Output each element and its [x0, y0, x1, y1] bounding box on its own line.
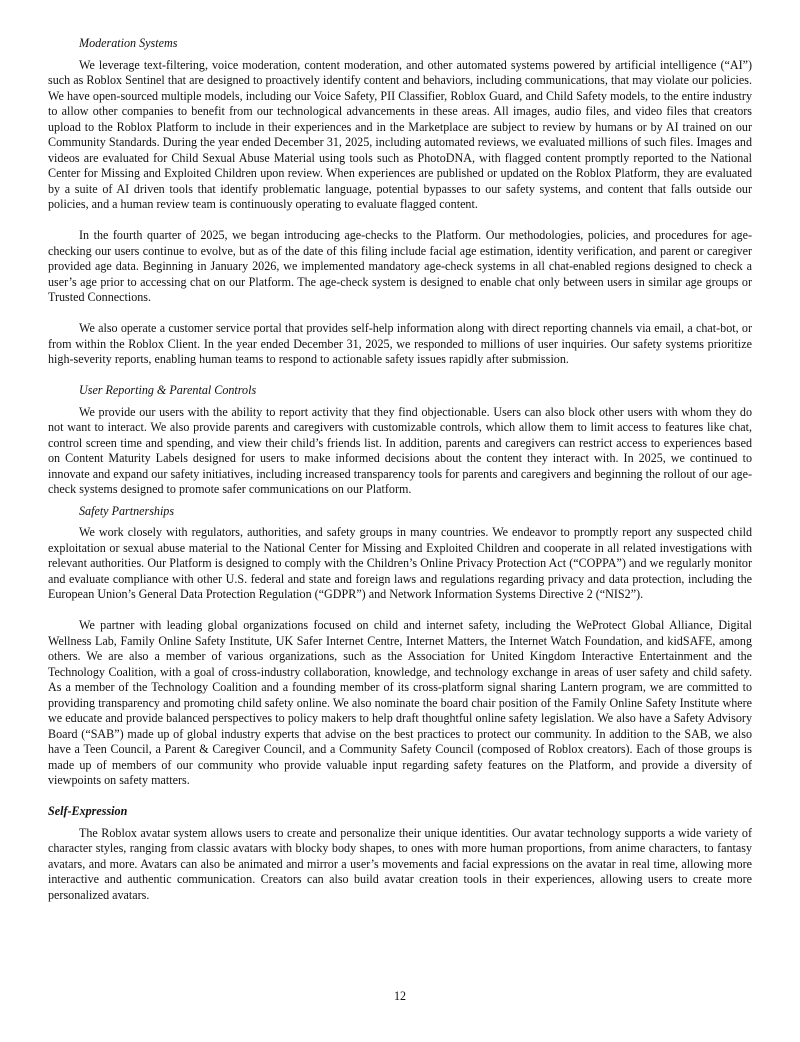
safety-partnerships-paragraph-1: We work closely with regulators, authorities, and safety groups in many countries. We endeavor to promptly report any suspected child exploitation or sexual abuse material to the National Center for Missing and Exploited Children and cooperate in all related investigations with relevant authorities. Our Platform is designed to comply with the Children’s Online Privacy Protection Act (“COPPA”) and we regularly monitor and evaluate compliance with other U.S. federal and state and foreign laws and regulations regarding privacy and data protection, including the European Union’s General Data Protection Regulation (“GDPR”) and Network Information Systems Directive 2 (“NIS2”). [48, 525, 752, 601]
moderation-paragraph-2: In the fourth quarter of 2025, we began introducing age-checks to the Platform. Our methodologies, policies, and procedures for age-checking our users continue to evolve, but as of the date of this filing include facial age estimation, identity verification, and parent or caregiver provided age data. Beginning in January 2026, we implemented mandatory age-check systems in all chat-enabled regions designed to check a user’s age prior to accessing chat on our Platform. The age-check system is designed to enable chat only between users in similar age groups or Trusted Connections. [48, 228, 752, 304]
self-expression-heading: Self-Expression [48, 804, 128, 818]
safety-partnerships-heading: Safety Partnerships [79, 503, 175, 518]
user-reporting-paragraph-1: We provide our users with the ability to report activity that they find objectionable. Users can also block other users with whom they do not want to interact. We also provide parents and caregivers with customizable controls, which allow them to limit access to features like chat, control screen time and spending, and view their child’s friends list. In addition, parents and caregivers can restrict access to experiences based on Content Maturity Labels designed for users to make informed decisions about the content they interact with. In 2025, we continued to innovate and expand our safety initiatives, including increased transparency tools for parents and caregivers and beginning the rollout of our age-check systems designed to promote safer communications on our Platform. [48, 404, 752, 496]
self-expression-paragraph-1: The Roblox avatar system allows users to create and personalize their unique identities. Our avatar technology supports a wide variety of character styles, ranging from classic avatars with blocky body shapes, to ones with more human proportions, from anime characters, to fantasy avatars, and more. Avatars can also be animated and mirror a user’s movements and facial expressions on the avatar in real time, allowing more interactive and authentic communication. Creators can also build avatar creation tools in their experiences, allowing users to create more personalized avatars. [48, 825, 752, 902]
moderation-systems-heading: Moderation Systems [79, 36, 178, 50]
moderation-paragraph-3: We also operate a customer service portal that provides self-help information along with direct reporting channels via email, a chat-bot, or from within the Roblox Client. In the year ended December 31, 2025, we responded to millions of user inquiries. Our safety systems prioritize high-severity reports, enabling human teams to respond to actionable safety issues rapidly after submission. [48, 321, 752, 366]
user-reporting-heading: User Reporting & Parental Controls [79, 383, 257, 397]
safety-partnerships-paragraph-2: We partner with leading global organizations focused on child and internet safety, including the WeProtect Global Alliance, Digital Wellness Lab, Family Online Safety Institute, UK Safer Internet Centre, Internet Matters, the Internet Watch Foundation, and kidSAFE, among others. We are also a member of various organizations, such as the Association for United Kingdom Interactive Entertainment and the Technology Coalition, with a goal of cross-industry collaboration, knowledge, and technology exchange in areas of user safety and child safety. As a member of the Technology Coalition and a founding member of its cross-platform signal sharing Lantern program, we are committed to providing transparency and promoting child safety online. We also nominate the board chair position of the Family Online Safety Institute where we educate and provide balanced perspectives to policy makers to help draft thoughtful online safety legislation. We also have a Safety Advisory Board (“SAB”) made up of global industry experts that advise on the best practices to protect our community. In addition to the SAB, we also have a Teen Council, a Parent & Caregiver Council, and a Community Safety Council (composed of Roblox creators). Each of those groups is made up of members of our community who provide valuable input regarding safety features on the Platform, and provide a diversity of viewpoints on safety matters. [48, 618, 752, 787]
page-number: 12 [393, 989, 407, 1003]
moderation-paragraph-1: We leverage text-filtering, voice moderation, content moderation, and other automated systems powered by artificial intelligence (“AI”) such as Roblox Sentinel that are designed to proactively identify content and behaviors, including communications, that may violate our policies. We have open-sourced multiple models, including our Voice Safety, PII Classifier, Roblox Guard, and Child Safety models, to the entire industry to allow other companies to benefit from our technological advancements in these areas. All images, audio files, and video files that creators upload to the Roblox Platform to include in their experiences and in the Marketplace are subject to review by humans or by AI trained on our Community Standards. During the year ended December 31, 2025, including automated reviews, we evaluated millions of such files. Images and videos are evaluated for Child Sexual Abuse Material using tools such as PhotoDNA, with flagged content promptly reported to the National Center for Missing and Exploited Children upon review. When experiences are published or updated on the Roblox Platform, they are evaluated by a suite of AI driven tools that identify problematic language, potential bypasses to our safety systems, and content that falls outside our policies, and a human review team is continuously operating to evaluate flagged content. [48, 57, 752, 211]
